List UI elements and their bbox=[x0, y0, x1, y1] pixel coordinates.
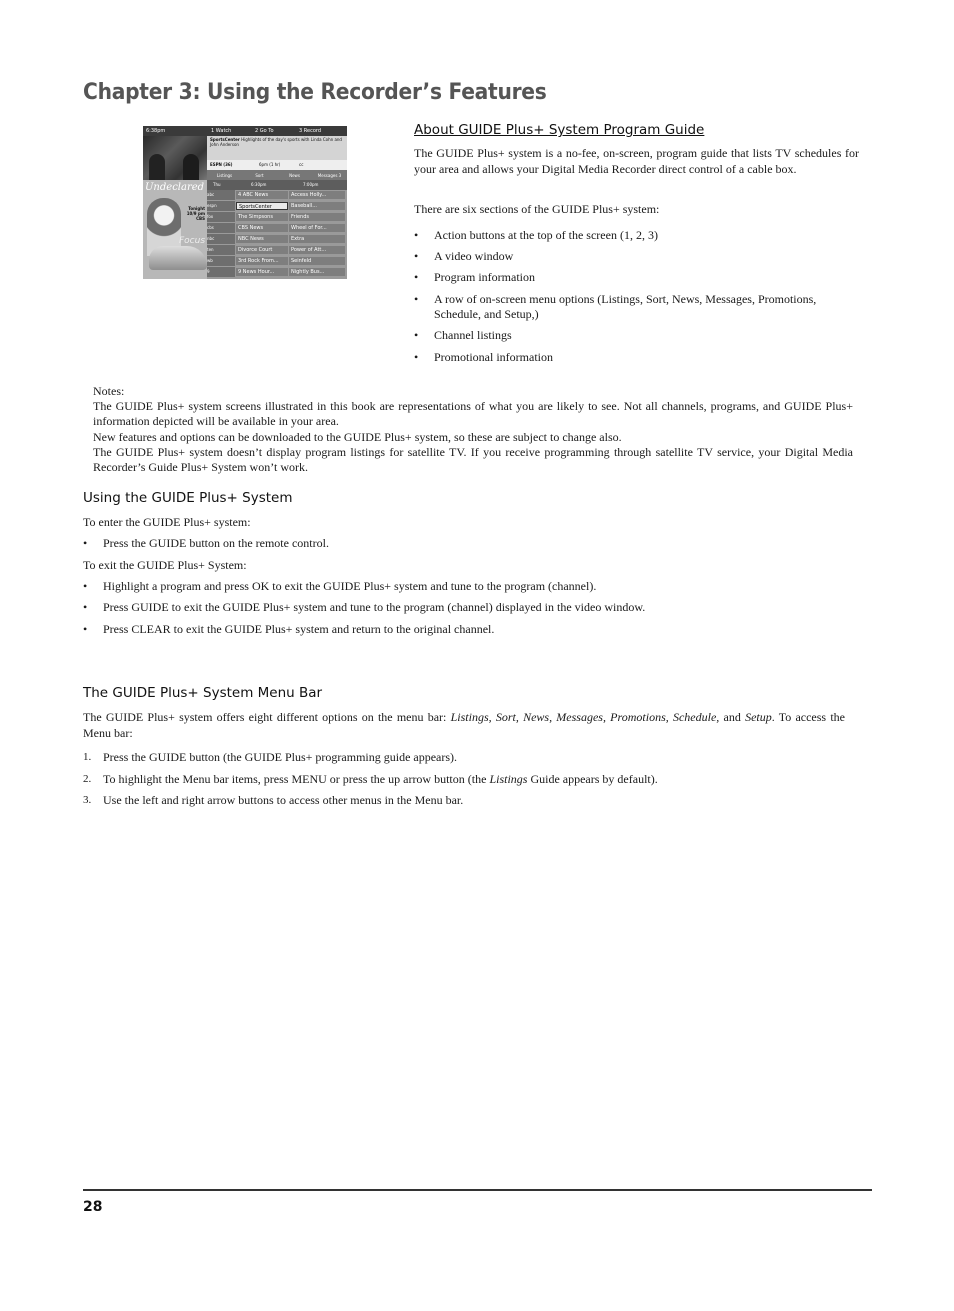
using-heading: Using the GUIDE Plus+ System bbox=[83, 490, 293, 506]
list-item: • Program information bbox=[414, 270, 535, 284]
guide-action-watch: 1 Watch bbox=[211, 128, 232, 134]
list-item: • Action buttons at the top of the screen (1, 2, 3) bbox=[414, 228, 658, 242]
program-now: 9 News Hour... bbox=[236, 268, 288, 276]
program-next: Nightly Bus... bbox=[289, 268, 345, 276]
program-next: Baseball... bbox=[289, 202, 345, 210]
channel-logo: 9 bbox=[207, 267, 235, 277]
program-now: NBC News bbox=[236, 235, 288, 243]
about-heading: About GUIDE Plus+ System Program Guide bbox=[414, 122, 705, 138]
guide-channel-row bbox=[207, 190, 347, 200]
channel-logo: abc bbox=[207, 190, 235, 200]
menubar-intro: The GUIDE Plus+ system offers eight different options on the menu bar: Listings, Sort, News, Messages, Promotions, Schedule, and Setup. To access the Menu bar: bbox=[83, 710, 845, 740]
about-paragraph: The GUIDE Plus+ system is a no-fee, on-screen, program guide that lists TV schedules for your area and allows your Digital Media Recorder direct control of a cable box. bbox=[414, 146, 859, 176]
guide-channel-row bbox=[207, 212, 347, 222]
channel-logo: fox bbox=[207, 212, 235, 222]
about-sections-intro: There are six sections of the GUIDE Plus+ system: bbox=[414, 202, 660, 216]
exit-intro: To exit the GUIDE Plus+ System: bbox=[83, 558, 247, 572]
page-number: 28 bbox=[83, 1199, 103, 1215]
guide-menu-news: News bbox=[289, 172, 300, 178]
channel-logo: cbs bbox=[207, 223, 235, 233]
list-item: • Press the GUIDE button on the remote control. bbox=[83, 536, 329, 550]
video-person-left bbox=[149, 154, 165, 180]
guide-time: 6:38pm bbox=[146, 128, 166, 134]
guide-time-bar: Thu 6:30pm 7:00pm bbox=[207, 180, 347, 190]
channel-logo: ten bbox=[207, 245, 235, 255]
channel-logo: wb bbox=[207, 256, 235, 266]
program-now: CBS News bbox=[236, 224, 288, 232]
program-next: Friends bbox=[289, 213, 345, 221]
list-item: • A video window bbox=[414, 249, 514, 263]
notes-line-1: The GUIDE Plus+ system screens illustrated in this book are representations of what you are likely to see. Not all channels, programs, and GUIDE Plus+ information depicted will be available in your area. bbox=[93, 399, 853, 429]
program-now: 3rd Rock From... bbox=[236, 257, 288, 265]
guide-menu-messages: Messages 3 bbox=[317, 172, 342, 178]
list-item: • Press CLEAR to exit the GUIDE Plus+ system and return to the original channel. bbox=[83, 622, 495, 636]
guide-action-record: 3 Record bbox=[299, 128, 322, 134]
enter-intro: To enter the GUIDE Plus+ system: bbox=[83, 515, 251, 529]
program-next: Access Holly... bbox=[289, 191, 345, 199]
notes-line-2: New features and options can be downloaded to the GUIDE Plus+ system, so these are subject to change also. bbox=[93, 429, 622, 444]
list-item: 1. Press the GUIDE button (the GUIDE Plus+ programming guide appears). bbox=[83, 750, 458, 764]
guide-action-bar bbox=[143, 126, 347, 136]
promo-tonight: Tonight 10/9 pm CBS bbox=[186, 206, 205, 221]
notes-label: Notes: bbox=[93, 384, 125, 398]
program-now: The Simpsons bbox=[236, 213, 288, 221]
program-now: SportsCenter bbox=[236, 202, 288, 210]
program-now: 4 ABC News bbox=[236, 191, 288, 199]
video-person-right bbox=[183, 154, 199, 180]
promo-car-name: Focus bbox=[179, 236, 206, 246]
notes-block bbox=[93, 384, 853, 475]
guide-menu-bar bbox=[207, 170, 347, 180]
guide-plus-screenshot bbox=[143, 126, 347, 279]
list-item: 2. To highlight the Menu bar items, press MENU or press the up arrow button (the Listings Guide appears by default). bbox=[83, 772, 658, 786]
program-next: Power of Att... bbox=[289, 246, 345, 254]
list-item: • Channel listings bbox=[414, 328, 512, 342]
promo-brand: Undeclared bbox=[145, 182, 205, 193]
list-item: • Promotional information bbox=[414, 350, 553, 364]
list-item: • A row of on-screen menu options (Listings, Sort, News, Messages, Promotions, Schedule, and Setup,) bbox=[414, 292, 817, 321]
list-item: • Press GUIDE to exit the GUIDE Plus+ system and tune to the program (channel) displayed in the video window. bbox=[83, 600, 646, 614]
footer-rule bbox=[83, 1189, 872, 1191]
guide-promo-panel bbox=[143, 180, 207, 279]
guide-menu-listings: Listings bbox=[216, 172, 233, 178]
guide-channel-row bbox=[207, 234, 347, 244]
guide-channel-row bbox=[207, 256, 347, 266]
program-now: Divorce Court bbox=[236, 246, 288, 254]
guide-menu-sort: Sort bbox=[255, 172, 264, 178]
guide-video-window bbox=[143, 136, 207, 180]
guide-channel-row bbox=[207, 223, 347, 233]
channel-logo: espn bbox=[207, 201, 235, 211]
program-next: Extra bbox=[289, 235, 345, 243]
promo-car bbox=[149, 246, 207, 270]
chapter-title: Chapter 3: Using the Recorder’s Features bbox=[83, 80, 547, 105]
list-item: 3. Use the left and right arrow buttons to access other menus in the Menu bar. bbox=[83, 793, 464, 807]
guide-channel-row bbox=[207, 245, 347, 255]
list-item: • Highlight a program and press OK to exit the GUIDE Plus+ system and tune to the program (channel). bbox=[83, 579, 597, 593]
guide-channel-row bbox=[207, 267, 347, 277]
program-next: Seinfeld bbox=[289, 257, 345, 265]
menubar-heading: The GUIDE Plus+ System Menu Bar bbox=[83, 685, 323, 701]
program-next: Wheel of For... bbox=[289, 224, 345, 232]
guide-action-goto: 2 Go To bbox=[255, 128, 274, 134]
guide-channel-line: ESPN (36) 6pm (1 hr) cc bbox=[207, 160, 347, 170]
guide-program-info: SportsCenter Highlights of the day's sports with Linda Cohn and John Anderson bbox=[207, 136, 347, 160]
channel-logo: nbc bbox=[207, 234, 235, 244]
guide-channel-row bbox=[207, 201, 347, 211]
notes-line-3: The GUIDE Plus+ system doesn’t display program listings for satellite TV. If you receive programming through satellite TV service, your Digital Media Recorder’s Guide Plus+ System won’t work. bbox=[93, 444, 853, 475]
